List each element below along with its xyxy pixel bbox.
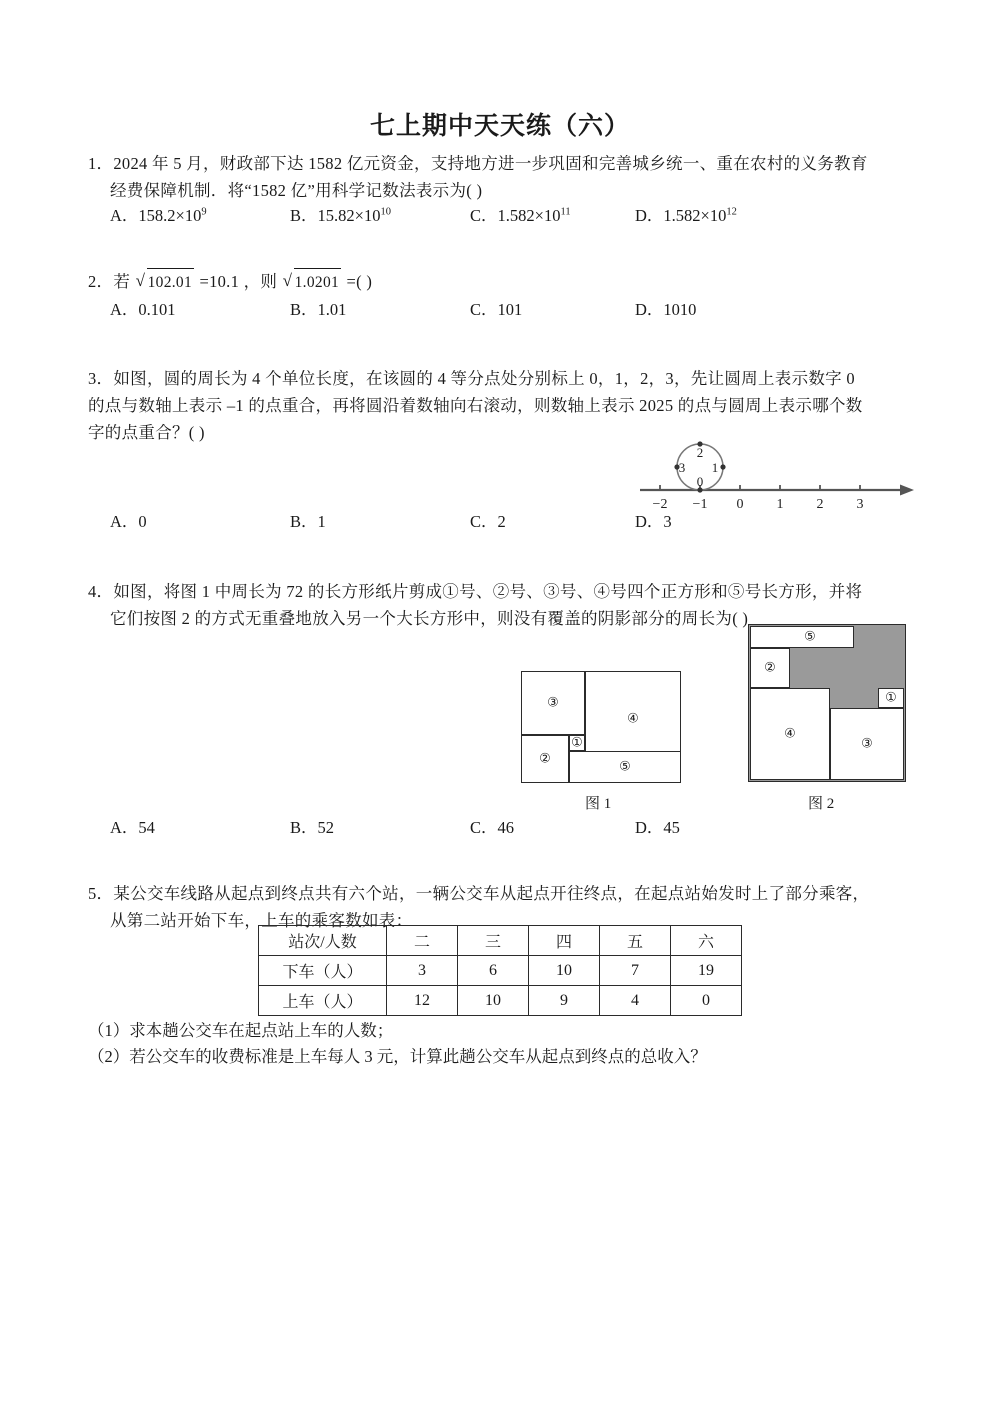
option-4-d[interactable]: D．45	[635, 818, 680, 837]
table-corner-header: 站次/人数	[259, 926, 387, 956]
question-4-line-2: 它们按图 2 的方式无重叠地放入另一个大长方形中，则没有覆盖的阴影部分的周长为( )	[110, 609, 749, 628]
fig1-label-1: ①	[571, 735, 583, 751]
passenger-table	[258, 925, 742, 1016]
board-2: 12	[387, 986, 458, 1016]
alight-2: 3	[387, 956, 458, 986]
question-1-line-2: 经费保障机制．将“1582 亿”用科学记数法表示为( )	[110, 181, 483, 200]
option-3-b[interactable]: B．1	[290, 512, 326, 531]
question-2	[88, 268, 918, 296]
question-2-mid: =10.1 ，则	[199, 272, 278, 291]
fig2-label-4: ④	[784, 726, 796, 742]
figure-1-caption: 图 1	[585, 796, 612, 812]
question-3-line-2: 的点与数轴上表示 –1 的点重合，再将圆沿着数轴向右滚动，则数轴上表示 2025 的点与圆周上表示哪个数	[88, 396, 863, 415]
alight-4: 10	[529, 956, 600, 986]
question-2-prefix: 2．若	[88, 272, 131, 291]
table-col-header-3: 三	[458, 926, 529, 956]
question-5-sub-2: （2）若公交车的收费标准是上车每人 3 元，计算此趟公交车从起点到终点的总收入？	[88, 1047, 707, 1066]
alight-6: 19	[671, 956, 742, 986]
svg-text:0: 0	[736, 497, 744, 512]
option-2-d[interactable]: D．1010	[635, 300, 697, 319]
table-col-header-6: 六	[671, 926, 742, 956]
option-4-c[interactable]: C．46	[470, 818, 515, 837]
svg-text:3: 3	[856, 497, 864, 512]
option-2-c[interactable]: C．101	[470, 300, 523, 319]
table-row-header-alight: 下车（人）	[259, 956, 387, 986]
question-5-line-1: 5．某公交车线路从起点到终点共有六个站，一辆公交车从起点开往终点，在起点站始发时上了部分乘客，	[88, 884, 870, 903]
fig2-label-2: ②	[764, 660, 776, 676]
table-row-board	[259, 986, 742, 1016]
svg-text:3: 3	[678, 460, 686, 475]
fig1-label-2: ②	[539, 751, 551, 767]
figure-2-packed-rectangle	[748, 624, 906, 782]
option-3-a[interactable]: A．0	[110, 512, 147, 531]
option-2-b[interactable]: B．1.01	[290, 300, 347, 319]
option-4-b[interactable]: B．52	[290, 818, 335, 837]
fig2-label-1: ①	[885, 690, 897, 706]
fig2-label-3: ③	[861, 736, 873, 752]
svg-text:1: 1	[776, 497, 784, 512]
figure-1-rectangle-pieces	[521, 671, 681, 783]
sqrt-icon-1	[136, 268, 194, 296]
alight-3: 6	[458, 956, 529, 986]
fig1-label-4: ④	[627, 711, 639, 727]
fig2-piece-5	[750, 626, 854, 648]
table-row-header-board: 上车（人）	[259, 986, 387, 1016]
board-4: 9	[529, 986, 600, 1016]
svg-text:−1: −1	[692, 497, 708, 512]
fig1-label-5: ⑤	[619, 759, 631, 775]
sqrt-icon-2	[283, 268, 341, 296]
table-row-header	[259, 926, 742, 956]
option-3-d[interactable]: D．3	[635, 512, 672, 531]
svg-text:0: 0	[696, 474, 704, 489]
board-3: 10	[458, 986, 529, 1016]
table-col-header-5: 五	[600, 926, 671, 956]
question-3-line-3: 字的点重合？( )	[88, 423, 205, 442]
question-1-line-1: 1．2024 年 5 月，财政部下达 1582 亿元资金，支持地方进一步巩固和完善城乡统一、重在农村的义务教育	[88, 154, 868, 173]
svg-text:2: 2	[696, 445, 704, 460]
radicand-2: 1.0201	[294, 268, 341, 296]
question-4-line-1: 4．如图，将图 1 中周长为 72 的长方形纸片剪成①号、②号、③号、④号四个正方形和⑤号长方形，并将	[88, 582, 863, 601]
question-3-line-1: 3．如图，圆的周长为 4 个单位长度，在该圆的 4 等分点处分别标上 0，1，2，3，先让圆周上表示数字 0	[88, 369, 855, 388]
svg-text:1: 1	[711, 460, 719, 475]
number-line-figure	[638, 432, 918, 512]
fig2-label-5: ⑤	[804, 629, 816, 645]
board-5: 4	[600, 986, 671, 1016]
question-2-stem	[88, 268, 918, 296]
figure-2-caption: 图 2	[808, 796, 835, 812]
alight-5: 7	[600, 956, 671, 986]
option-1-a[interactable]: A．$158.2\times 10^9$	[110, 206, 207, 225]
svg-text:2: 2	[816, 497, 824, 512]
fig1-label-3: ③	[547, 695, 559, 711]
question-5-sub-1: （1）求本趟公交车在起点站上车的人数；	[88, 1021, 394, 1040]
table-row-alight	[259, 956, 742, 986]
question-2-suffix: =( )	[346, 272, 373, 291]
option-1-d[interactable]: D．$1.582\times 10^{12}$	[635, 206, 737, 225]
question-1	[88, 150, 918, 204]
table-col-header-4: 四	[529, 926, 600, 956]
question-5-line-2: 从第二站开始下车，上车的乘客数如表：	[110, 911, 413, 930]
option-1-c[interactable]: C．$1.582\times 10^{11}$	[470, 206, 571, 225]
option-1-b[interactable]: B．$15.82\times 10^{10}$	[290, 206, 391, 225]
radicand-1: 102.01	[147, 268, 194, 296]
svg-text:−2: −2	[652, 497, 668, 512]
number-line-svg	[638, 432, 918, 512]
option-2-a[interactable]: A．0.101	[110, 300, 176, 319]
option-4-a[interactable]: A．54	[110, 818, 155, 837]
option-3-c[interactable]: C．2	[470, 512, 506, 531]
page-title: 七上期中天天练（六）	[369, 113, 630, 140]
table-col-header-2: 二	[387, 926, 458, 956]
board-6: 0	[671, 986, 742, 1016]
